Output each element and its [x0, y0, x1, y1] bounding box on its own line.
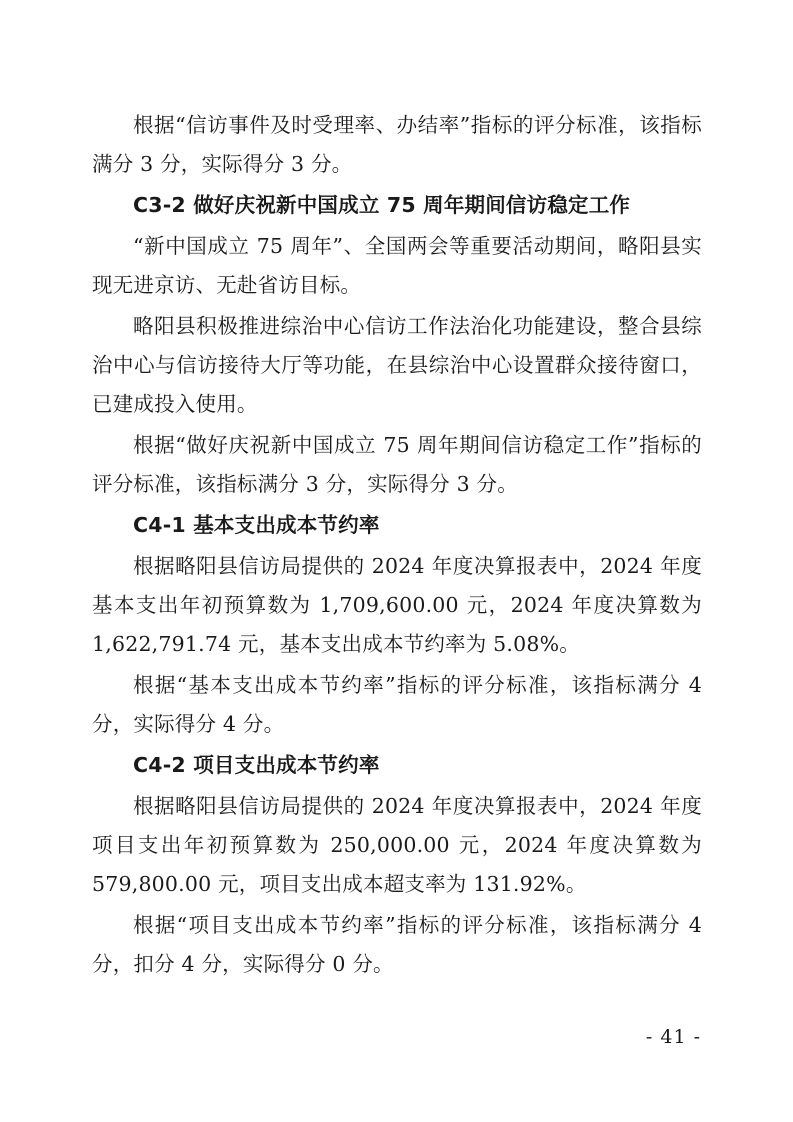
para-c4-1-score: 根据“基本支出成本节约率”指标的评分标准，该指标满分 4 分，实际得分 4 分。 — [92, 673, 702, 736]
page-number: - 41 - — [645, 1026, 701, 1048]
para-c3-2-score: 根据“做好庆祝新中国成立 75 周年期间信访稳定工作”指标的评分标准，该指标满分 3 分，实际得分 3 分。 — [92, 433, 702, 496]
heading-c3-2: C3-2 做好庆祝新中国成立 75 周年期间信访稳定工作 — [133, 193, 631, 217]
para-c4-2-score: 根据“项目支出成本节约率”指标的评分标准，该指标满分 4 分，扣分 4 分，实际得分 0 分。 — [92, 913, 702, 976]
para-c4-1-data: 根据略阳县信访局提供的 2024 年度决算报表中，2024 年度基本支出年初预算数为 1,709,600.00 元，2024 年度决算数为 1,622,791.74 元，基本支出成本节约率为 5.08%。 — [92, 554, 702, 656]
para-c3-2-center: 略阳县积极推进综治中心信访工作法治化功能建设，整合县综治中心与信访接待大厅等功能，在县综治中心设置群众接待窗口，已建成投入使用。 — [92, 314, 702, 416]
heading-c4-2: C4-2 项目支出成本节约率 — [133, 753, 380, 777]
document-body — [92, 106, 702, 984]
para-c3-1-score: 根据“信访事件及时受理率、办结率”指标的评分标准，该指标满分 3 分，实际得分 3 分。 — [92, 113, 702, 176]
para-c3-2-target: “新中国成立 75 周年”、全国两会等重要活动期间，略阳县实现无进京访、无赴省访目标。 — [92, 234, 702, 297]
para-c4-2-data: 根据略阳县信访局提供的 2024 年度决算报表中，2024 年度项目支出年初预算数为 250,000.00 元，2024 年度决算数为 579,800.00 元，项目支出成本超支率为 131.92%。 — [92, 794, 702, 896]
heading-c4-1: C4-1 基本支出成本节约率 — [133, 513, 380, 537]
